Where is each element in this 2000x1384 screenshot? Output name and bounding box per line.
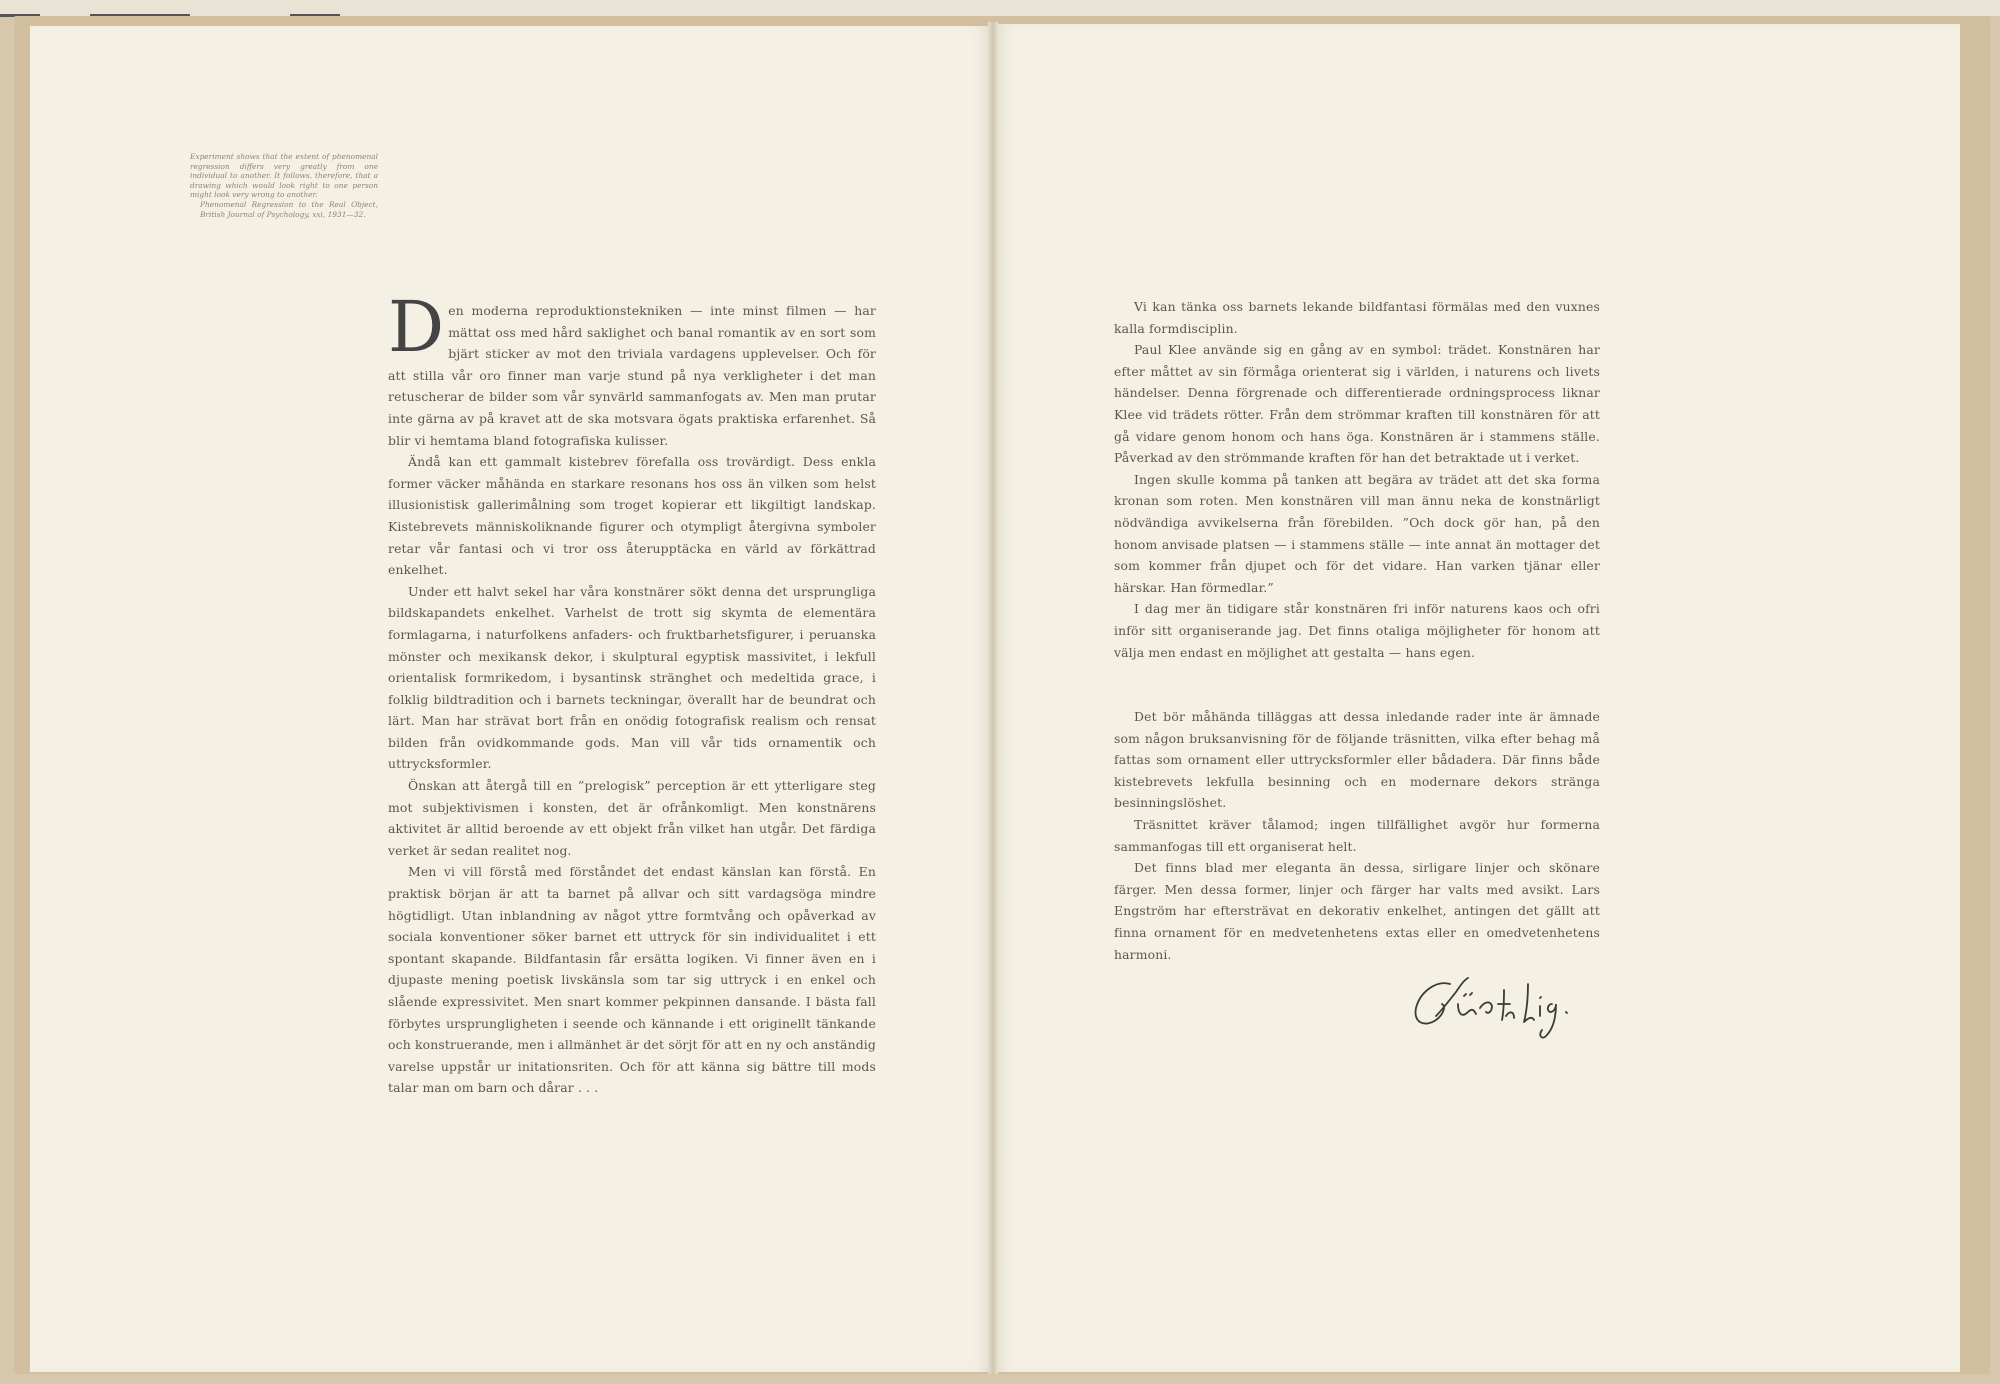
left-text-column xyxy=(388,286,876,1099)
paragraph: Ändå kan ett gammalt kistebrev förefalla oss trovärdigt. Dess enkla former väcker måhända en starkare resonans hos oss än vilken som helst illusionistisk gallerimålning som troget kopierar ett likgiltigt landskap. Kistebrevets människoliknande figurer och otympligt återgivna symboler retar vår fantasi och vi tror oss återupptäcka en värld av förkättrad enkelhet. xyxy=(388,454,876,578)
paragraph: Paul Klee använde sig en gång av en symbol: trädet. Konstnären har efter måttet av sin förmåga orienterat sig i världen, i naturens och livets händelser. Denna förgrenade och differentierade ordningsprocess liknar Klee vid trädets rötter. Från dem strömmar kraften till konstnären för att gå vidare genom honom och hans öga. Konstnären är i stammens ställe. Påverkad av den strömmande kraften för han det betraktade ut i verket. xyxy=(1114,342,1600,466)
handwritten-signature xyxy=(1406,970,1616,1050)
paragraph: Träsnittet kräver tålamod; ingen tillfällighet avgör hur formerna sammanfogas till ett organiserat helt. xyxy=(1114,817,1600,854)
paragraph: Ingen skulle komma på tanken att begära av trädet att det ska forma kronan som roten. Men konstnären vill man ännu neka de konstnärligt nödvändiga avvikelserna från förebilden. ”Och dock gör han, på den honom anvisade platsen — i stammens ställe — inte annat än mottager det som kommer från djupet och för det vidare. Han varken tjänar eller härskar. Han förmedlar.” xyxy=(1114,471,1600,595)
paragraph: Vi kan tänka oss barnets lekande bildfantasi förmälas med den vuxnes kalla formdisciplin. xyxy=(1114,299,1600,336)
paragraph: Det bör måhända tilläggas att dessa inledande rader inte är ämnade som någon bruksanvisning för de följande träsnitten, vilka efter behag må fattas som ornament eller uttrycksformler eller bådadera. Där finns både kistebrevets lekfulla besinning och en modernare dekors stränga besinningslöshet. xyxy=(1114,709,1600,811)
right-text-column xyxy=(1114,296,1600,965)
paragraph: Det finns blad mer eleganta än dessa, sirligare linjer och skönare färger. Men dessa former, linjer och färger har valts med avsikt. Lars Engström har eftersträvat en dekorativ enkelhet, antingen det gällt att finna ornament för en medvetenhetens extas eller en omedvetenhetens harmoni. xyxy=(1114,860,1600,962)
book-gutter xyxy=(988,22,998,1374)
paragraph: I dag mer än tidigare står konstnären fri inför naturens kaos och ofri inför sitt organiserande jag. Det finns otaliga möjligheter för honom att välja men endast en möjlighet att gestalta — hans egen. xyxy=(1114,601,1600,660)
paragraph: Önskan att återgå till en ”prelogisk” perception är ett ytterligare steg mot subjektivismen i konsten, det är ofrånkomligt. Men konstnärens aktivitet är alltid beroende av ett objekt från vilket han utgår. Det färdiga verket är sedan realitet nog. xyxy=(388,778,876,858)
epigraph-text: Experiment shows that the extent of phenomenal regression differs very greatly from one individual to another. It follows, therefore, that a drawing which would look right to one person might look very wrong to another. xyxy=(190,152,378,200)
drop-cap: D xyxy=(388,286,445,368)
paragraph: Men vi vill förstå med förståndet det endast känslan kan förstå. En praktisk början är att ta barnet på allvar och sitt vardagsöga mindre högtidligt. Utan inblandning av något yttre formtvång och opåverkad av sociala konventioner söker barnet ett uttryck för sin individualitet i ett spontant skapande. Bildfantasin får ersätta logiken. Vi finner även en i djupaste mening poetisk livskänsla som tar sig uttryck i en enkel och slående expressivitet. Men snart kommer pekpinnen dansande. I bästa fall förbytes ursprungligheten i seende och kännande i ett originellt tänkande och konstruerande, men i allmänhet är det sörjt för att en ny och anständig varelse uppstår ur initationsriten. Och för att känna sig bättre till mods talar man om barn och dårar . . . xyxy=(388,864,876,1096)
epigraph xyxy=(190,152,378,219)
epigraph-source: Phenomenal Regression to the Real Object, British Journal of Psychology, xxi, 1931—32. xyxy=(200,199,378,219)
top-edge xyxy=(0,0,2000,16)
paragraph: Under ett halvt sekel har våra konstnärer sökt denna det ursprungliga bildskapandets enkelhet. Varhelst de trott sig skymta de elementära formlagarna, i naturfolkens anfaders- och fruktbarhetsfigurer, i peruanska mönster och mexikansk dekor, i skulptural egyptisk massivitet, i lekfull orientalisk formrikedom, i bysantinsk stränghet och medeltida grace, i folklig bildtradition och i barnets teckningar, överallt har de beundrat och lärt. Man har strävat bort från en onödig fotografisk realism och rensat bilden från ovidkommande gods. Man vill vår tids ornamentik och uttrycksformler. xyxy=(388,583,876,772)
section-gap xyxy=(1114,663,1600,706)
paragraph: Den moderna reproduktionstekniken — inte minst filmen — har mättat oss med hård saklighet och banal romantik av en sort som bjärt sticker av mot den triviala vardagens upplevelser. Och för att stilla vår oro finner man varje stund på nya verkligheter i det man retuscherar de bilder som vår synvärld sammanfogats av. Men man prutar inte gärna av på kravet att de ska motsvara ögats praktiska erfarenhet. Så blir vi hemtama bland fotografiska kulisser. xyxy=(388,286,876,448)
